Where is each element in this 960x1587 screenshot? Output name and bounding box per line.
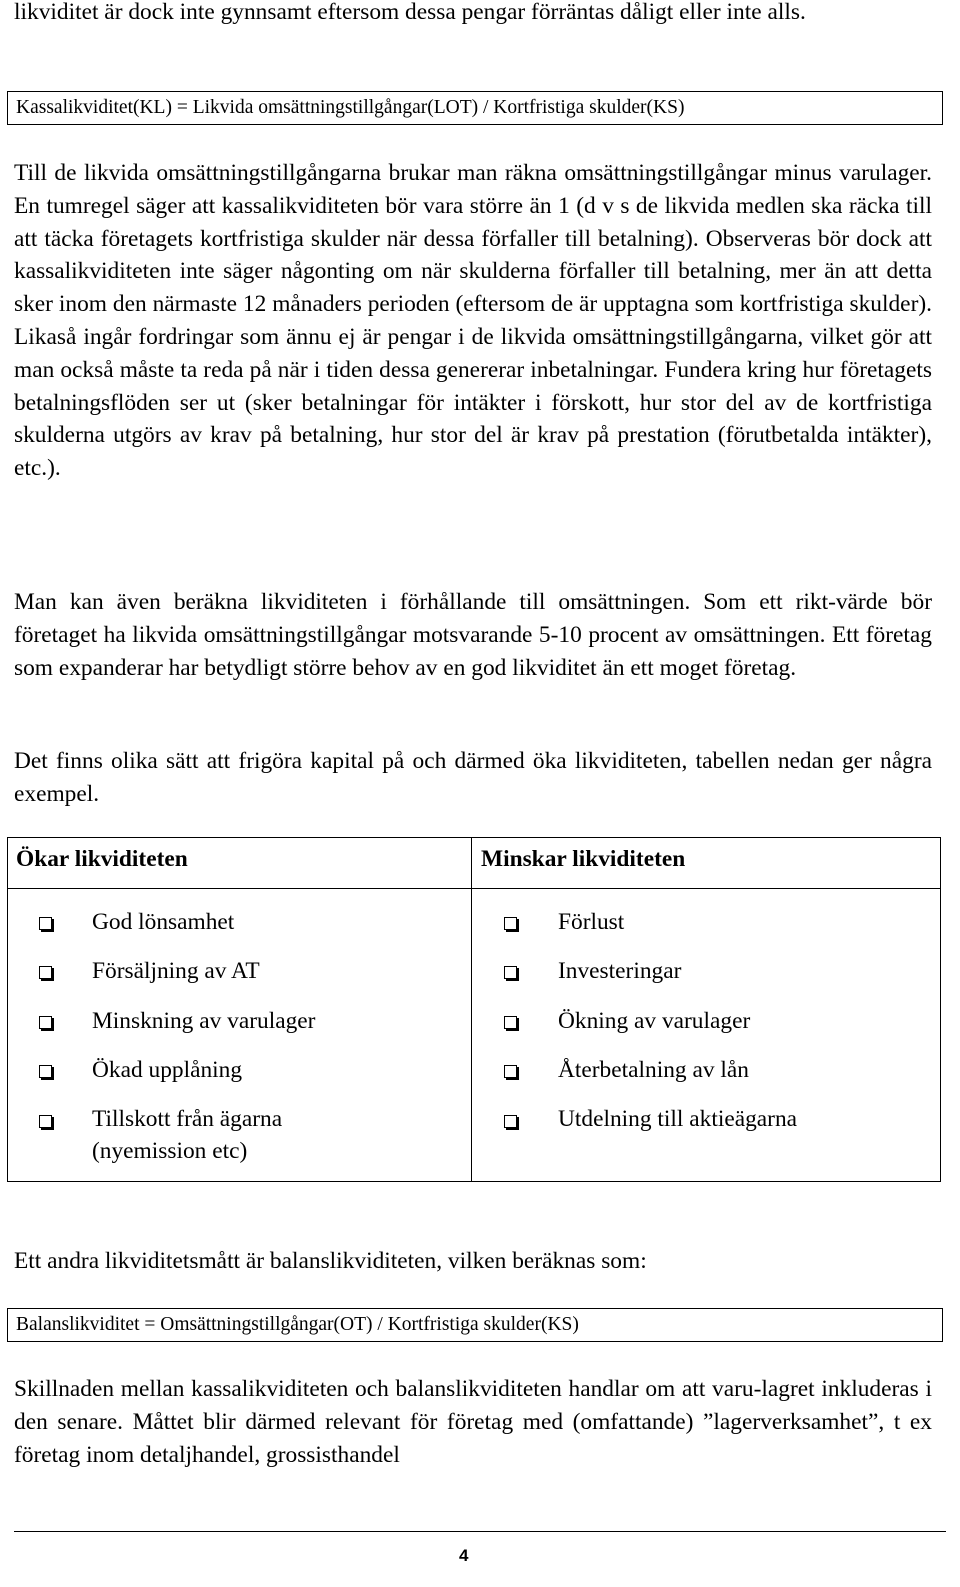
list-item-label: Utdelning till aktieägarna bbox=[558, 1106, 798, 1132]
checkbox-bullet-icon bbox=[39, 1016, 52, 1029]
paragraph-balanslikviditet-intro: Ett andra likviditetsmått är balanslikviditeten, vilken beräknas som: bbox=[14, 1248, 647, 1274]
checkbox-bullet-icon bbox=[504, 966, 517, 979]
formula-balanslikviditet: Balanslikviditet = Omsättningstillgångar(OT) / Kortfristiga skulder(KS) bbox=[7, 1308, 943, 1342]
paragraph-skillnaden: Skillnaden mellan kassalikviditeten och balanslikviditeten handlar om att varu-lagret inkluderas i den senare. Måttet blir därmed relevant för företag med (omfattande) ”lagerverksamhet”, t ex företag inom detaljhandel, grossisthandel bbox=[14, 1376, 932, 1468]
list-item-label: Ökad upplåning bbox=[92, 1057, 243, 1083]
list-item-label: Investeringar bbox=[558, 958, 682, 984]
table-header-decrease: Minskar likviditeten bbox=[481, 846, 686, 872]
list-item-label: Återbetalning av lån bbox=[558, 1057, 749, 1083]
paragraph-kassalikviditet-explanation: Till de likvida omsättningstillgångarna brukar man räkna omsättningstillgångar minus varulager. En tumregel säger att kassalikviditeten bör vara större än 1 (d v s de likvida medlen ska räcka till att täcka företagets kortfristiga skulder när dessa förfaller till betalning). Observeras bör dock att kassalikviditeten inte säger någonting om när skulderna förfaller till betalning, mer än att detta sker inom den närmaste 12 månaders perioden (eftersom de är upptagna som kortfristiga skulder). Likaså ingår fordringar som ännu ej är pengar i de likvida omsättningstillgångarna, vilket gör att man också måste ta reda på när i tiden dessa genererar inbetalningar. Fundera kring hur företagets betalningsflöden ser ut (sker betalningar för intäkter i förskott, hur stor del av de kortfristiga skulderna utgörs av krav på betalning, hur stor del är krav på prestation (förutbetalda intäkter), etc.). bbox=[14, 160, 932, 482]
list-item-label: Minskning av varulager bbox=[92, 1008, 316, 1034]
page-number: 4 bbox=[459, 1546, 469, 1565]
checkbox-bullet-icon bbox=[39, 966, 52, 979]
checkbox-bullet-icon bbox=[39, 1115, 52, 1128]
list-item-label: Förlust bbox=[558, 909, 625, 935]
formula-kassalikviditet: Kassalikviditet(KL) = Likvida omsättningstillgångar(LOT) / Kortfristiga skulder(KS) bbox=[7, 91, 943, 125]
table-header-divider bbox=[8, 888, 940, 889]
paragraph-omsattning: Man kan även beräkna likviditeten i förhållande till omsättningen. Som ett rikt-värde bör företaget ha likvida omsättningstillgångar motsvarande 5-10 procent av omsättningen. Ett företag som expanderar har betydligt större behov av en god likviditet än ett moget företag. bbox=[14, 589, 932, 681]
list-item-label: God lönsamhet bbox=[92, 909, 235, 935]
checkbox-bullet-icon bbox=[504, 917, 517, 930]
checkbox-bullet-icon bbox=[504, 1065, 517, 1078]
checkbox-bullet-icon bbox=[39, 917, 52, 930]
paragraph-intro-continuation: likviditet är dock inte gynnsamt eftersom dessa pengar förräntas dåligt eller inte alls. bbox=[14, 0, 806, 25]
checkbox-bullet-icon bbox=[504, 1016, 517, 1029]
paragraph-table-intro: Det finns olika sätt att frigöra kapital på och därmed öka likviditeten, tabellen nedan ger några exempel. bbox=[14, 748, 932, 807]
checkbox-bullet-icon bbox=[504, 1115, 517, 1128]
list-item-label: Försäljning av AT bbox=[92, 958, 260, 984]
checkbox-bullet-icon bbox=[39, 1065, 52, 1078]
list-item-label: Tillskott från ägarna (nyemission etc) bbox=[92, 1106, 283, 1164]
footer-rule bbox=[14, 1531, 946, 1532]
table-header-increase: Ökar likviditeten bbox=[16, 846, 188, 872]
liquidity-table bbox=[7, 837, 941, 1182]
list-item-label: Ökning av varulager bbox=[558, 1008, 751, 1034]
